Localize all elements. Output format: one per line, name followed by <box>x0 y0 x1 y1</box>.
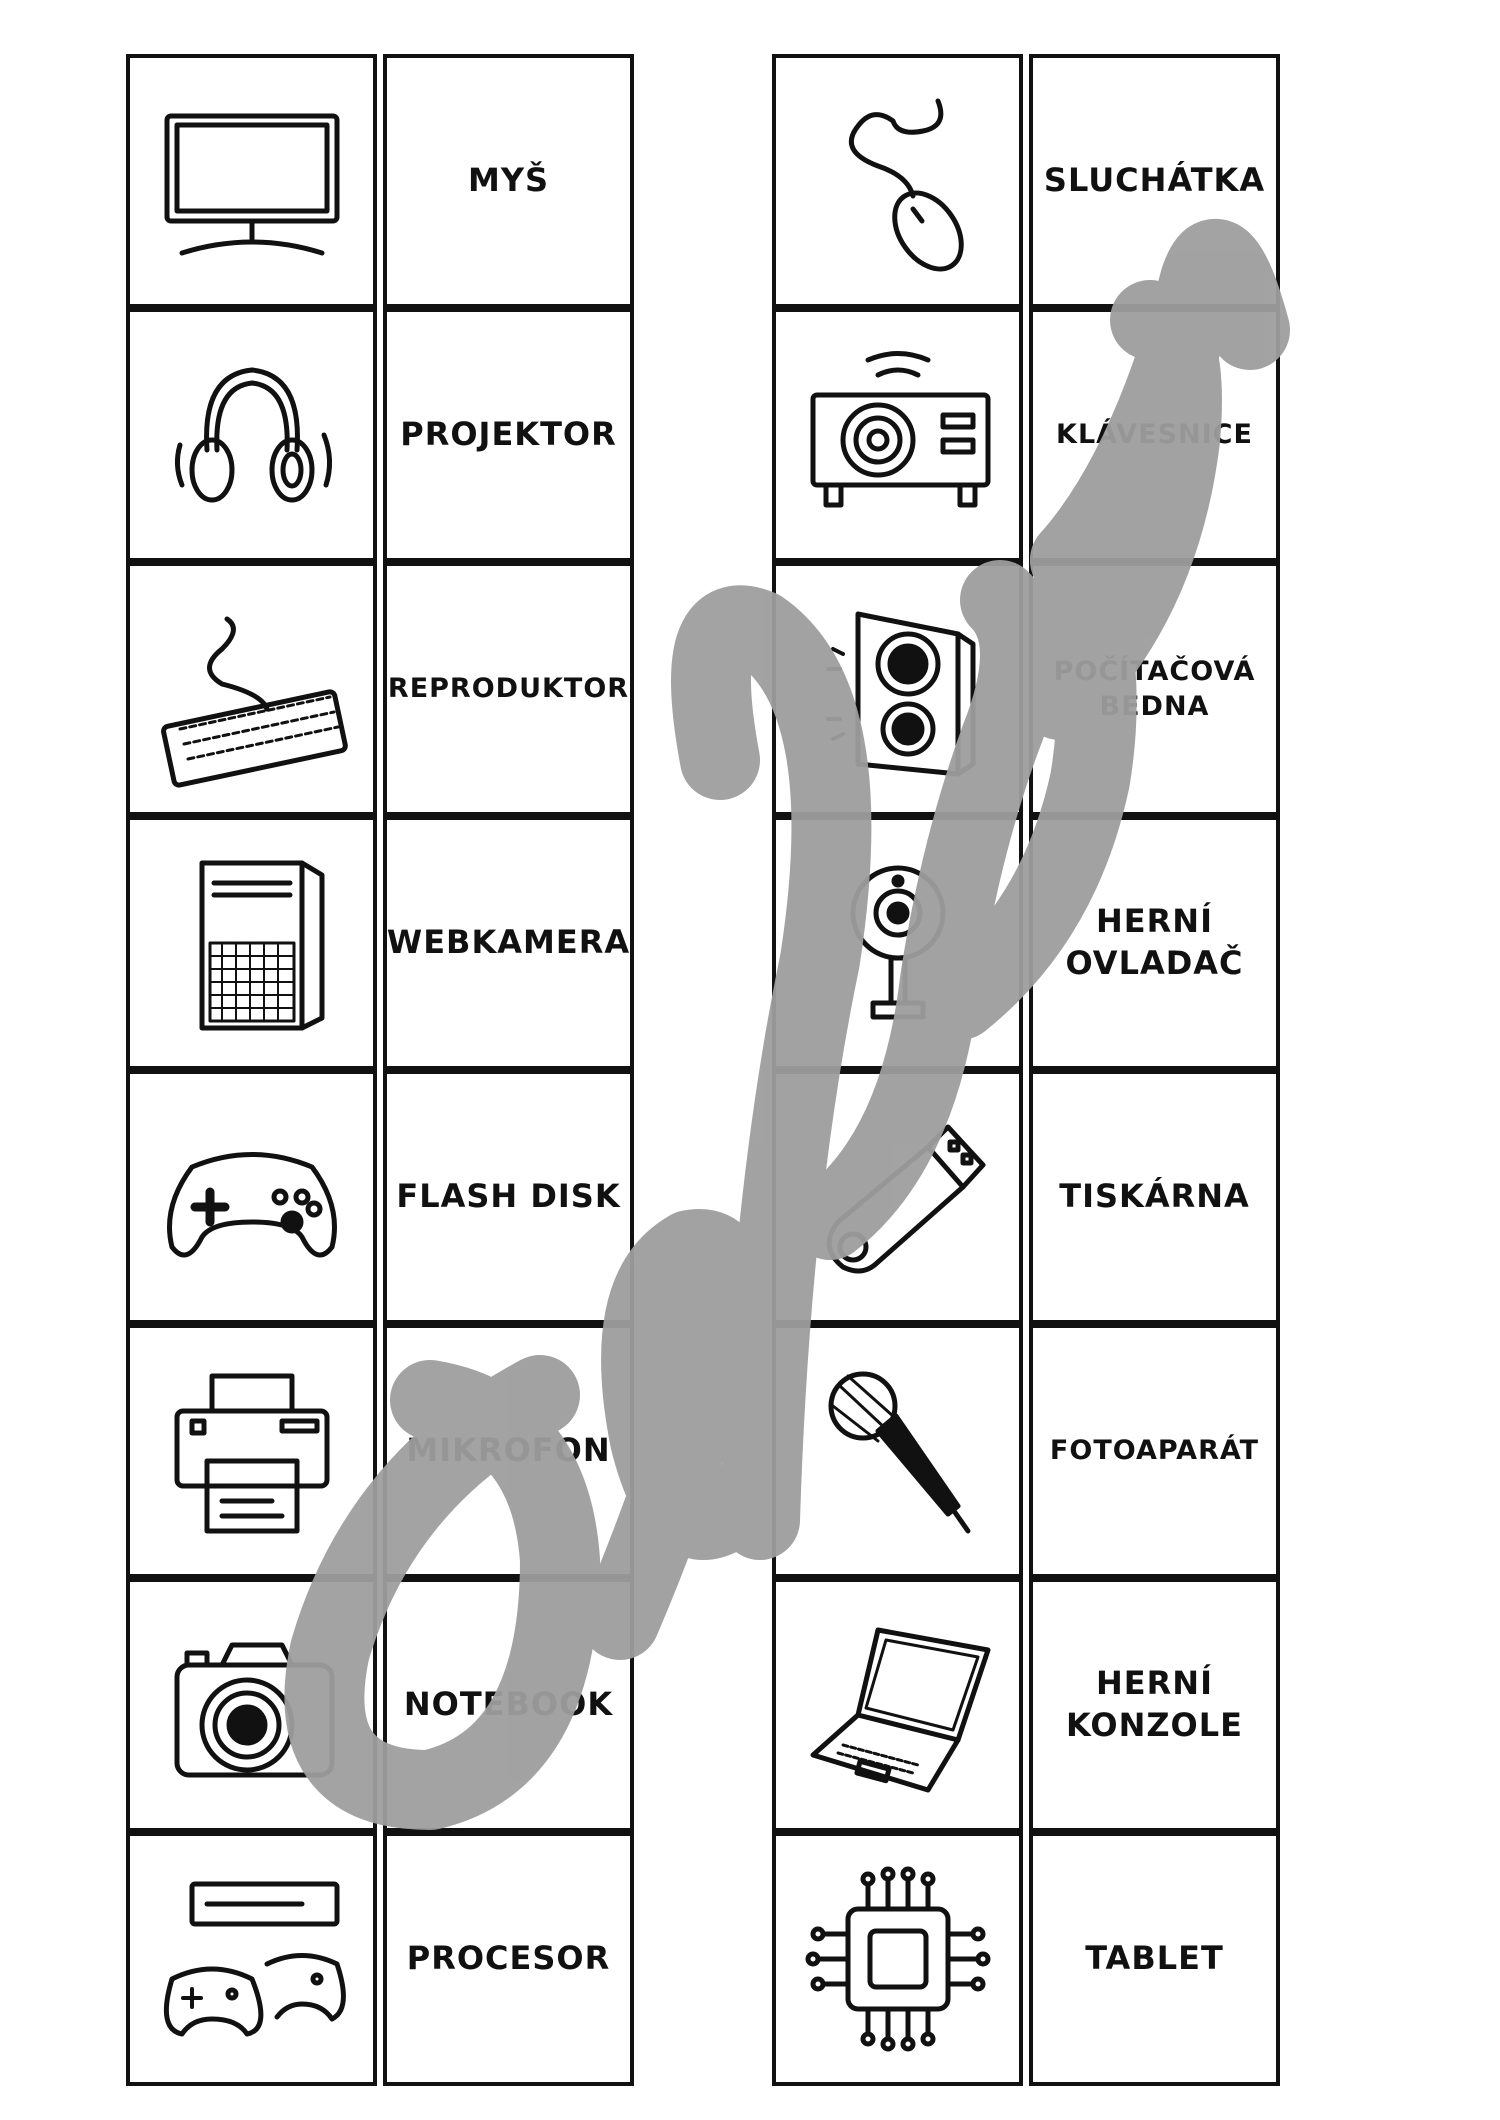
camera-icon <box>152 1605 352 1805</box>
card-picture <box>772 562 1023 816</box>
keyboard-icon <box>152 589 352 789</box>
mouse-icon <box>798 81 998 281</box>
card-word: FLASH DISK <box>383 1070 634 1324</box>
card-picture <box>126 562 377 816</box>
card-word: WEBKAMERA <box>383 816 634 1070</box>
monitor-icon <box>152 81 352 281</box>
card-word: FOTOAPARÁT <box>1029 1324 1280 1578</box>
card-picture <box>772 1324 1023 1578</box>
card-word: MIKROFON <box>383 1324 634 1578</box>
card-picture <box>126 308 377 562</box>
game-console-icon <box>152 1859 352 2059</box>
card-picture <box>772 308 1023 562</box>
card-word: NOTEBOOK <box>383 1578 634 1832</box>
card-word: PROCESOR <box>383 1832 634 2086</box>
card-picture <box>772 54 1023 308</box>
card-word: POČÍTAČOVÁ BEDNA <box>1029 562 1280 816</box>
card-picture <box>772 1578 1023 1832</box>
right-column <box>772 54 1280 2086</box>
card-picture <box>126 1324 377 1578</box>
card-word: HERNÍ OVLADAČ <box>1029 816 1280 1070</box>
card-word: KLÁVESNICE <box>1029 308 1280 562</box>
gamepad-icon <box>152 1097 352 1297</box>
laptop-icon <box>798 1605 998 1805</box>
card-picture <box>772 816 1023 1070</box>
computer-case-icon <box>152 843 352 1043</box>
processor-icon <box>798 1859 998 2059</box>
card-word: TISKÁRNA <box>1029 1070 1280 1324</box>
card-picture <box>126 1832 377 2086</box>
card-picture <box>126 1070 377 1324</box>
projector-icon <box>798 335 998 535</box>
card-word: HERNÍ KONZOLE <box>1029 1578 1280 1832</box>
printer-icon <box>152 1351 352 1551</box>
flash-drive-icon <box>798 1097 998 1297</box>
left-column <box>126 54 634 2086</box>
webcam-icon <box>798 843 998 1043</box>
card-picture <box>772 1832 1023 2086</box>
card-picture <box>126 54 377 308</box>
headphones-icon <box>152 335 352 535</box>
card-picture <box>772 1070 1023 1324</box>
card-word: REPRODUKTOR <box>383 562 634 816</box>
microphone-icon <box>798 1351 998 1551</box>
card-picture <box>126 1578 377 1832</box>
card-word: MYŠ <box>383 54 634 308</box>
card-word: TABLET <box>1029 1832 1280 2086</box>
card-picture <box>126 816 377 1070</box>
speaker-icon <box>798 589 998 789</box>
card-word: SLUCHÁTKA <box>1029 54 1280 308</box>
card-word: PROJEKTOR <box>383 308 634 562</box>
